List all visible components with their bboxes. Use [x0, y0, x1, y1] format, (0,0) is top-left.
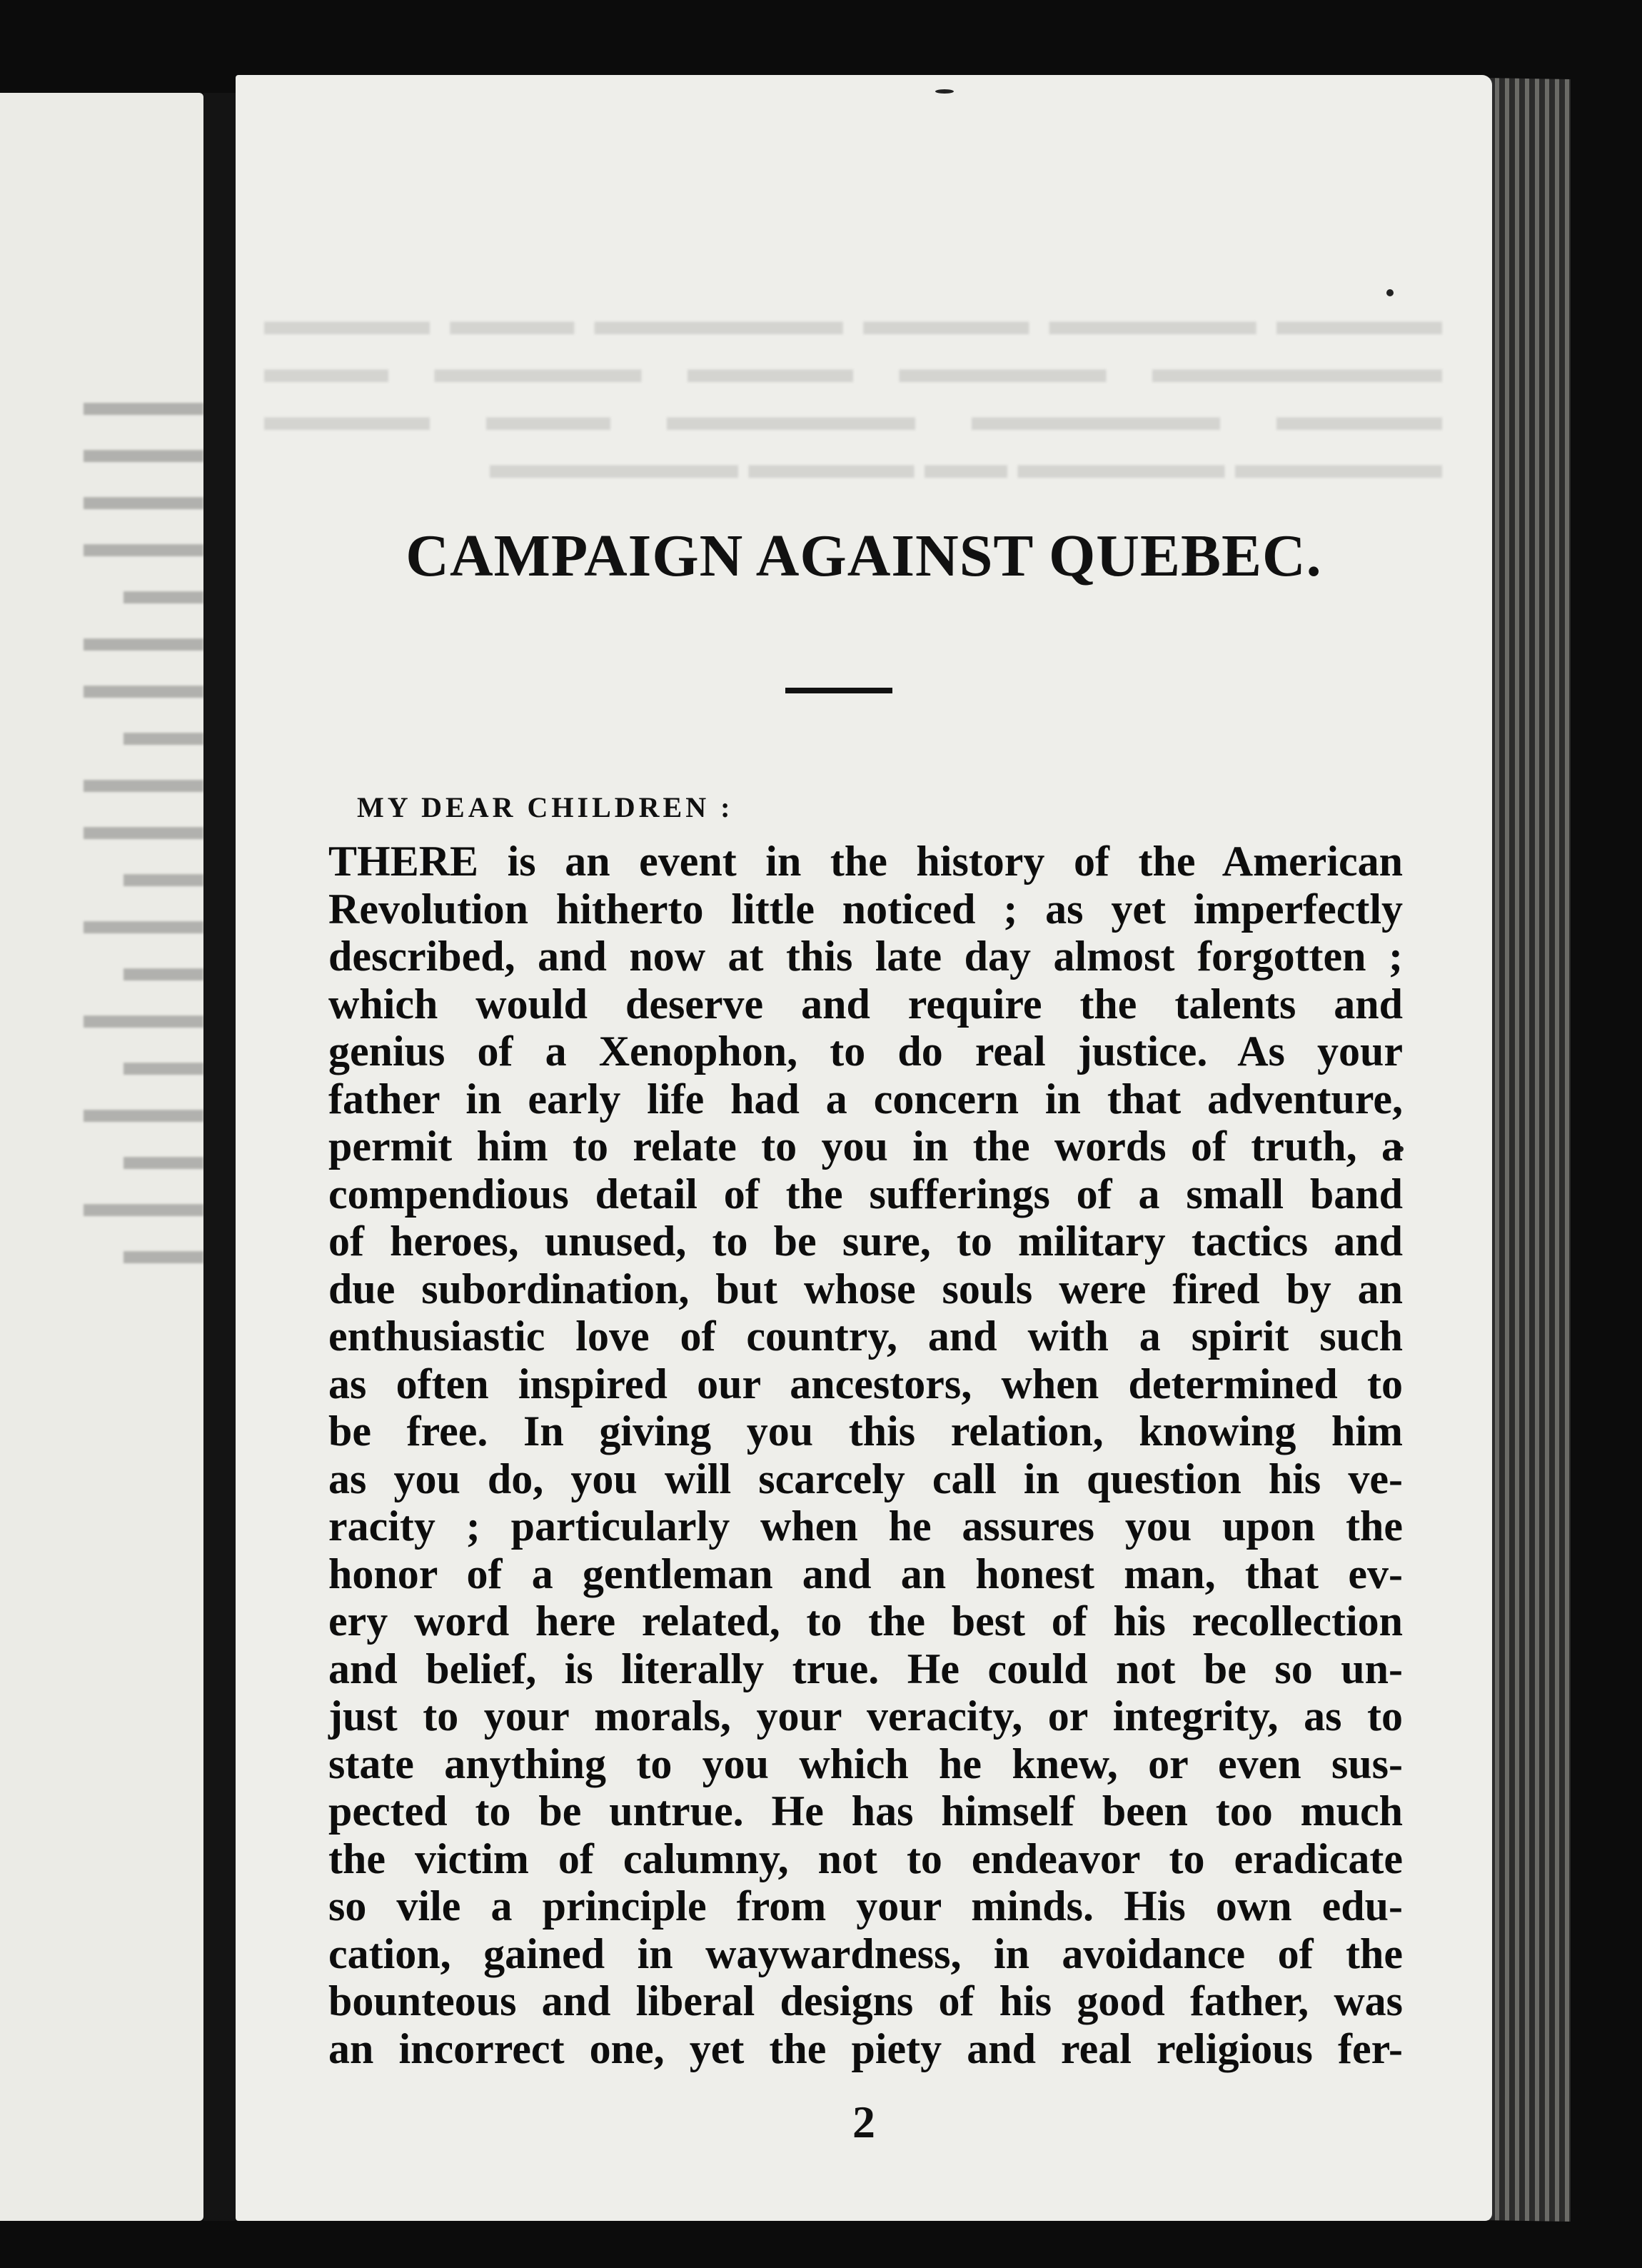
text-line: bounteous and liberal designs of his good father, was: [328, 1977, 1403, 2024]
text-line: as often inspired our ancestors, when determined to: [328, 1360, 1403, 1408]
text-line: THERE is an event in the history of the American: [328, 838, 1403, 885]
text-line: compendious detail of the sufferings of a small band: [328, 1170, 1403, 1218]
ink-speck: [935, 89, 954, 94]
text-line: due subordination, but whose souls were fired by an: [328, 1265, 1403, 1313]
title-rule: [785, 688, 892, 693]
left-page-bleed-text: ▬▬▬ ▬▬▬ ▬▬▬ ▬▬▬ ▬▬ ▬▬▬ ▬▬▬ ▬▬ ▬▬▬ ▬▬▬ ▬▬ ▬▬▬ ▬▬ ▬▬▬ ▬▬ ▬▬▬ ▬▬ ▬▬▬ ▬▬: [84, 380, 203, 1273]
text-line: racity ; particularly when he assures you upon the: [328, 1502, 1403, 1550]
book-gutter: [203, 93, 236, 2221]
text-line: state anything to you which he knew, or even sus-: [328, 1740, 1403, 1787]
text-line: as you do, you will scarcely call in question his ve-: [328, 1455, 1403, 1502]
text-line: of heroes, unused, to be sure, to military tactics and: [328, 1218, 1403, 1265]
page-number: 2: [852, 2097, 875, 2147]
left-facing-page: [0, 93, 203, 2221]
text-line: permit him to relate to you in the words of truth, a: [328, 1123, 1403, 1170]
text-line: which would deserve and require the talents and: [328, 980, 1403, 1028]
show-through-text: ▬▬▬▬ ▬▬▬▬▬ ▬▬▬▬ ▬▬▬▬▬▬ ▬▬▬ ▬▬▬▬ ▬▬▬▬▬▬▬ ▬▬▬▬▬ ▬▬▬▬ ▬▬▬▬▬ ▬▬▬ ▬▬▬▬ ▬▬▬▬▬▬ ▬▬▬▬▬▬ ▬▬▬ ▬▬▬▬ ▬▬▬▬▬ ▬▬▬▬▬ ▬▬ ▬▬▬▬ ▬▬▬▬▬▬: [264, 297, 1442, 487]
text-line: the victim of calumny, not to endeavor to eradicate: [328, 1835, 1403, 1882]
text-line: be free. In giving you this relation, knowing him: [328, 1408, 1403, 1455]
text-line: just to your morals, your veracity, or integrity, as to: [328, 1692, 1403, 1740]
text-line: ery word here related, to the best of his recollection: [328, 1597, 1403, 1645]
body-paragraph: [328, 838, 1403, 2072]
text-line: so vile a principle from your minds. His own edu-: [328, 1882, 1403, 1930]
salutation: MY DEAR CHILDREN :: [357, 791, 734, 823]
text-line: honor of a gentleman and an honest man, that ev-: [328, 1550, 1403, 1597]
page-edges: [1485, 78, 1571, 2222]
text-line: Revolution hitherto little noticed ; as yet imperfectly: [328, 885, 1403, 933]
text-line: an incorrect one, yet the piety and real religious fer-: [328, 2024, 1403, 2072]
text-line: described, and now at this late day almost forgotten ;: [328, 933, 1403, 980]
text-line: pected to be untrue. He has himself been too much: [328, 1787, 1403, 1835]
text-line: cation, gained in waywardness, in avoidance of the: [328, 1930, 1403, 1977]
ink-speck: [1386, 289, 1394, 296]
text-line: enthusiastic love of country, and with a spirit such: [328, 1313, 1403, 1360]
text-line: father in early life had a concern in that adventure,: [328, 1075, 1403, 1123]
text-line: and belief, is literally true. He could not be so un-: [328, 1645, 1403, 1692]
chapter-title: CAMPAIGN AGAINST QUEBEC.: [406, 523, 1322, 589]
text-line: genius of a Xenophon, to do real justice. As your: [328, 1028, 1403, 1075]
book-page: [236, 75, 1492, 2221]
